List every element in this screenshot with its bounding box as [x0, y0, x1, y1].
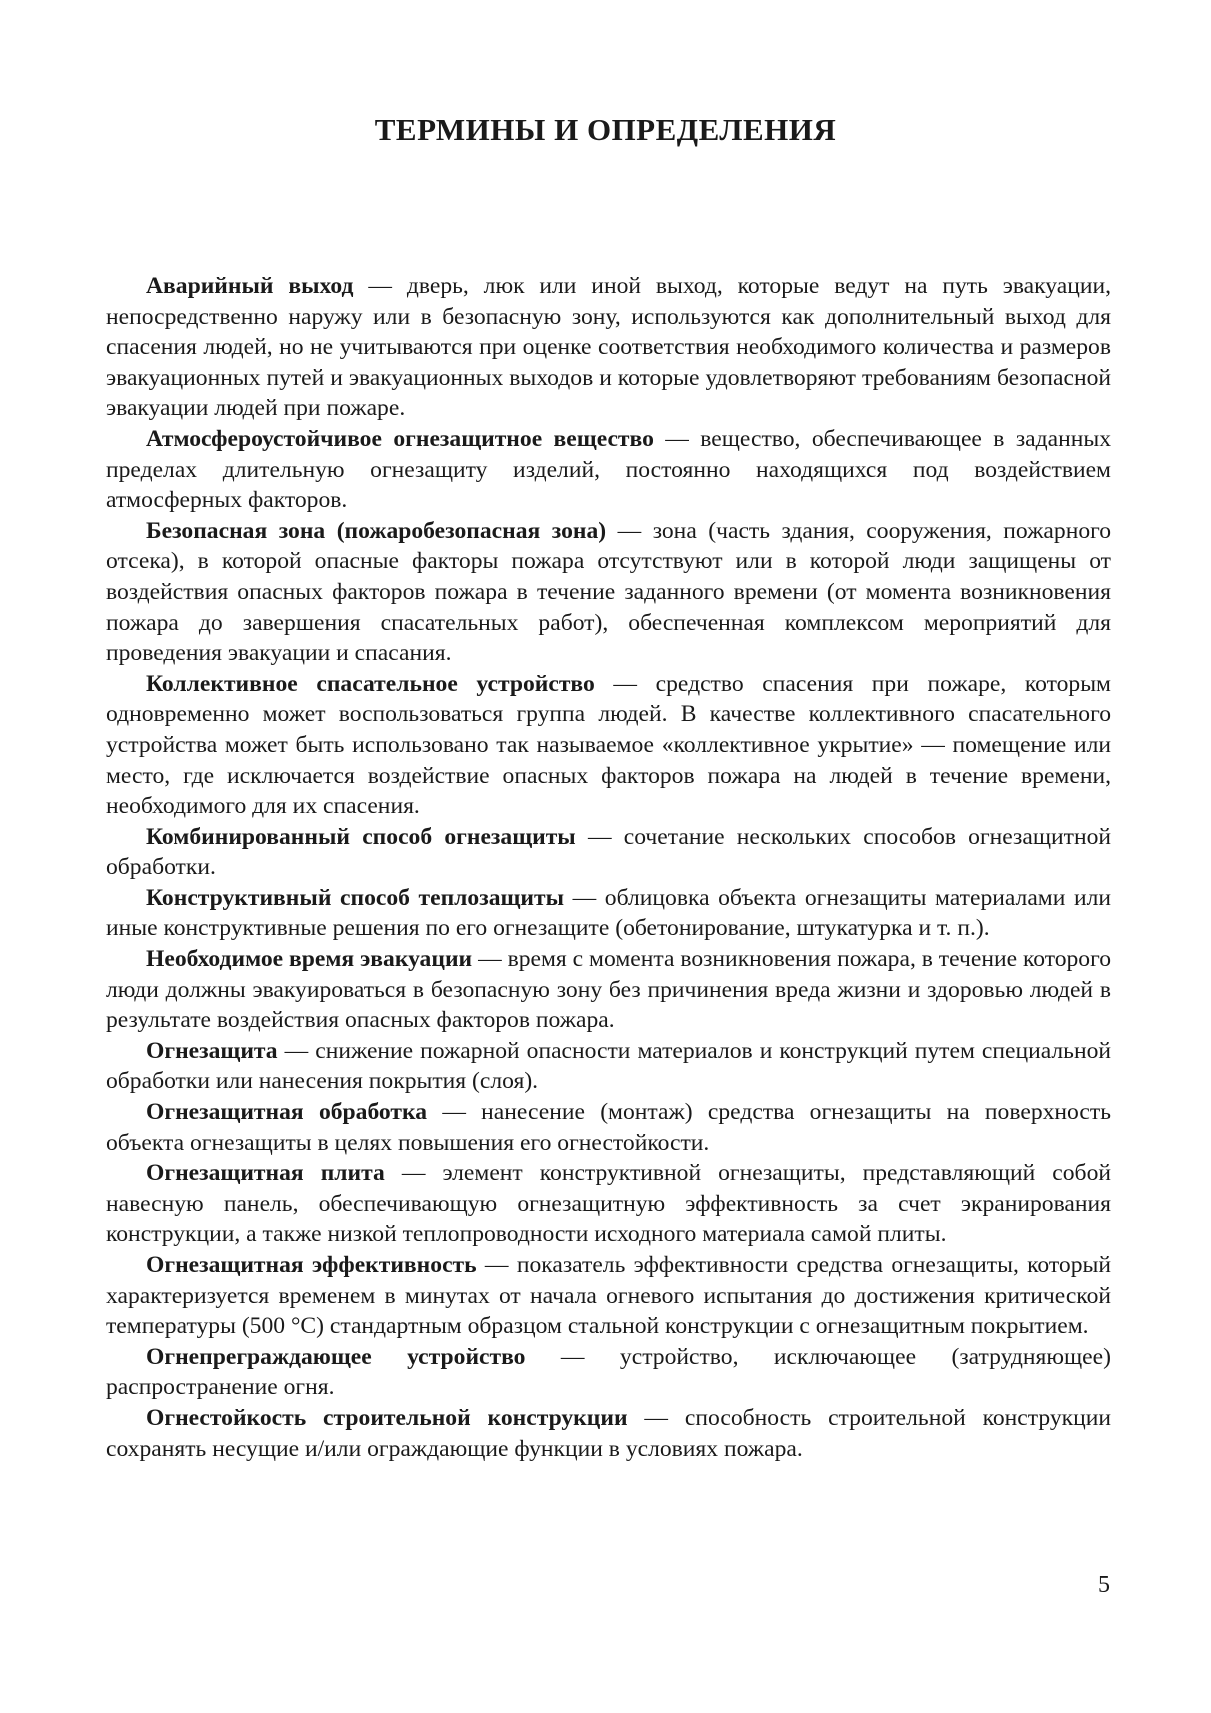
- term-name: Огнестойкость строительной конструкции: [146, 1404, 628, 1431]
- term-definition: — устройство, исключающее (затрудняющее) распространение огня.: [106, 1343, 1111, 1401]
- term-definition: — снижение пожарной опасности материалов и конструкций путем специальной обработки или нанесения покрытия (слоя).: [106, 1037, 1111, 1095]
- term-name: Атмосфероустойчивое огнезащитное вещество: [146, 425, 654, 452]
- term-entry: [106, 883, 1111, 944]
- term-definition: — показатель эффективности средства огнезащиты, который характеризуется временем в минутах от начала огневого испытания до достижения критической температуры (500 °С) стандартным образцом стальной конструкции с огнезащитным покрытием.: [106, 1252, 1111, 1340]
- term-entry: [106, 669, 1111, 822]
- term-name: Безопасная зона (пожаробезопасная зона): [146, 517, 607, 544]
- term-entry: [106, 271, 1111, 424]
- term-name: Огнезащитная эффективность: [146, 1252, 477, 1278]
- term-name: Необходимое время эвакуации: [146, 946, 473, 973]
- term-definition: — время с момента возникновения пожара, в течение которого люди должны эвакуироваться в безопасную зону без причинения вреда жизни и здоровью людей в результате воздействия опасных факторов пожара.: [106, 946, 1111, 1034]
- term-definition: — вещество, обеспечивающее в заданных пределах длительную огнезащиту изделий, постоянно находящихся под воздействием атмосферных факторов.: [106, 425, 1111, 514]
- term-name: Конструктивный способ теплозащиты: [146, 884, 565, 911]
- term-definition: — сочетание нескольких способов огнезащитной обработки.: [106, 823, 1111, 881]
- term-entry: [106, 944, 1111, 1036]
- term-name: Аварийный выход: [146, 273, 354, 299]
- term-entry: [106, 424, 1111, 516]
- page-title: ТЕРМИНЫ И ОПРЕДЕЛЕНИЯ: [374, 112, 837, 147]
- term-entry: [106, 1342, 1111, 1403]
- term-definition: — элемент конструктивной огнезащиты, представляющий собой навесную панель, обеспечивающую огнезащитную эффективность за счет экранирования конструкции, а также низкой теплопроводности исходного материала самой плиты.: [106, 1160, 1111, 1248]
- terms-list: [106, 271, 1111, 1464]
- term-name: Огнезащитная плита: [146, 1160, 385, 1187]
- term-definition: — облицовка объекта огнезащиты материалами или иные конструктивные решения по его огнезащите (обетонирование, штукатурка и т. п.).: [106, 884, 1111, 942]
- term-name: Огнезащитная обработка: [146, 1099, 428, 1126]
- term-entry: [106, 1158, 1111, 1250]
- term-entry: [106, 1097, 1111, 1158]
- term-entry: [106, 822, 1111, 883]
- term-name: Коллективное спасательное устройство: [146, 670, 595, 697]
- term-name: Огнепреграждающее устройство: [146, 1343, 526, 1370]
- term-name: Комбинированный способ огнезащиты: [146, 823, 576, 850]
- term-entry: [106, 1403, 1111, 1464]
- term-name: Огнезащита: [146, 1037, 278, 1064]
- term-definition: — средство спасения при пожаре, которым одновременно может воспользоваться группа людей. В качестве коллективного спасательного устройства может быть использовано так называемое «коллективное укрытие» — помещение или место, где исключается воздействие опасных факторов пожара на людей в течение времени, необходимого для их спасения.: [106, 670, 1111, 820]
- term-definition: — нанесение (монтаж) средства огнезащиты на поверхность объекта огнезащиты в целях повышения его огнестойкости.: [106, 1099, 1111, 1156]
- term-entry: [106, 1250, 1111, 1342]
- term-definition: — способность строительной конструкции сохранять несущие и/или ограждающие функции в условиях пожара.: [106, 1404, 1111, 1462]
- term-definition: — дверь, люк или иной выход, которые ведут на путь эвакуации, непосредственно наружу или в безопасную зону, используются как дополнительный выход для спасения людей, но не учитываются при оценке соответствия необходимого количества и размеров эвакуационных путей и эвакуационных выходов и которые удовлетворяют требованиям безопасной эвакуации людей при пожаре.: [106, 273, 1111, 422]
- term-definition: — зона (часть здания, сооружения, пожарного отсека), в которой опасные факторы пожара отсутствуют или в которой люди защищены от воздействия опасных факторов пожара в течение заданного времени (от момента возникновения пожара до завершения спасательных работ), обеспеченная комплексом мероприятий для проведения эвакуации и спасания.: [106, 517, 1111, 667]
- page-number: 5: [1098, 1572, 1110, 1598]
- term-entry: [106, 516, 1111, 669]
- term-entry: [106, 1036, 1111, 1097]
